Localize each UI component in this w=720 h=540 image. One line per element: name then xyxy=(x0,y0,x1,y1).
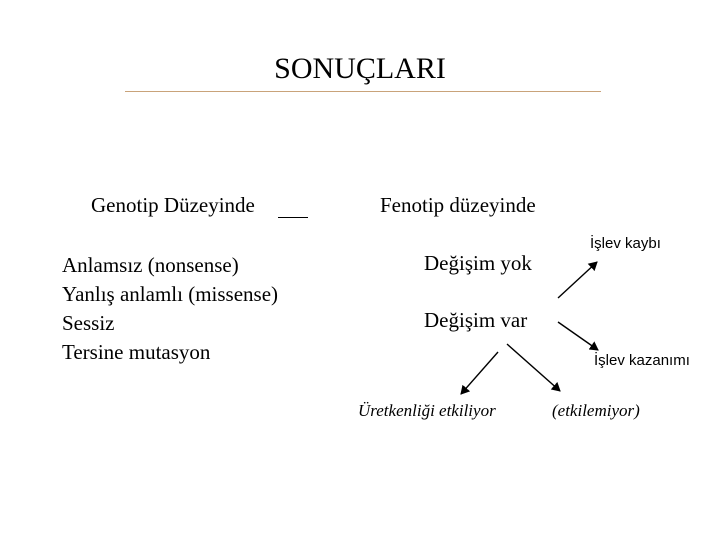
list-item: Sessiz xyxy=(62,311,115,335)
loss-of-function-label: İşlev kaybı xyxy=(590,235,661,252)
arrow-to-gain-of-function xyxy=(558,322,598,350)
genotype-heading: Genotip Düzeyinde xyxy=(91,193,255,217)
change-label: Değişim var xyxy=(424,308,528,332)
arrow-to-not-affected xyxy=(507,344,560,391)
arrow-to-loss-of-function xyxy=(558,262,597,298)
fertility-affected-label: Üretkenliği etkiliyor xyxy=(358,401,496,420)
list-item: Anlamsız (nonsense) xyxy=(62,253,239,277)
list-item: Yanlış anlamlı (missense) xyxy=(62,282,279,306)
phenotype-heading: Fenotip düzeyinde xyxy=(380,193,536,217)
no-change-label: Değişim yok xyxy=(424,251,532,275)
not-affected-label: (etkilemiyor) xyxy=(552,401,640,420)
page-title: SONUÇLARI xyxy=(274,52,446,85)
list-item: Tersine mutasyon xyxy=(62,340,211,364)
gain-of-function-label: İşlev kazanımı xyxy=(594,352,690,369)
arrow-to-fertility-affected xyxy=(461,352,498,394)
